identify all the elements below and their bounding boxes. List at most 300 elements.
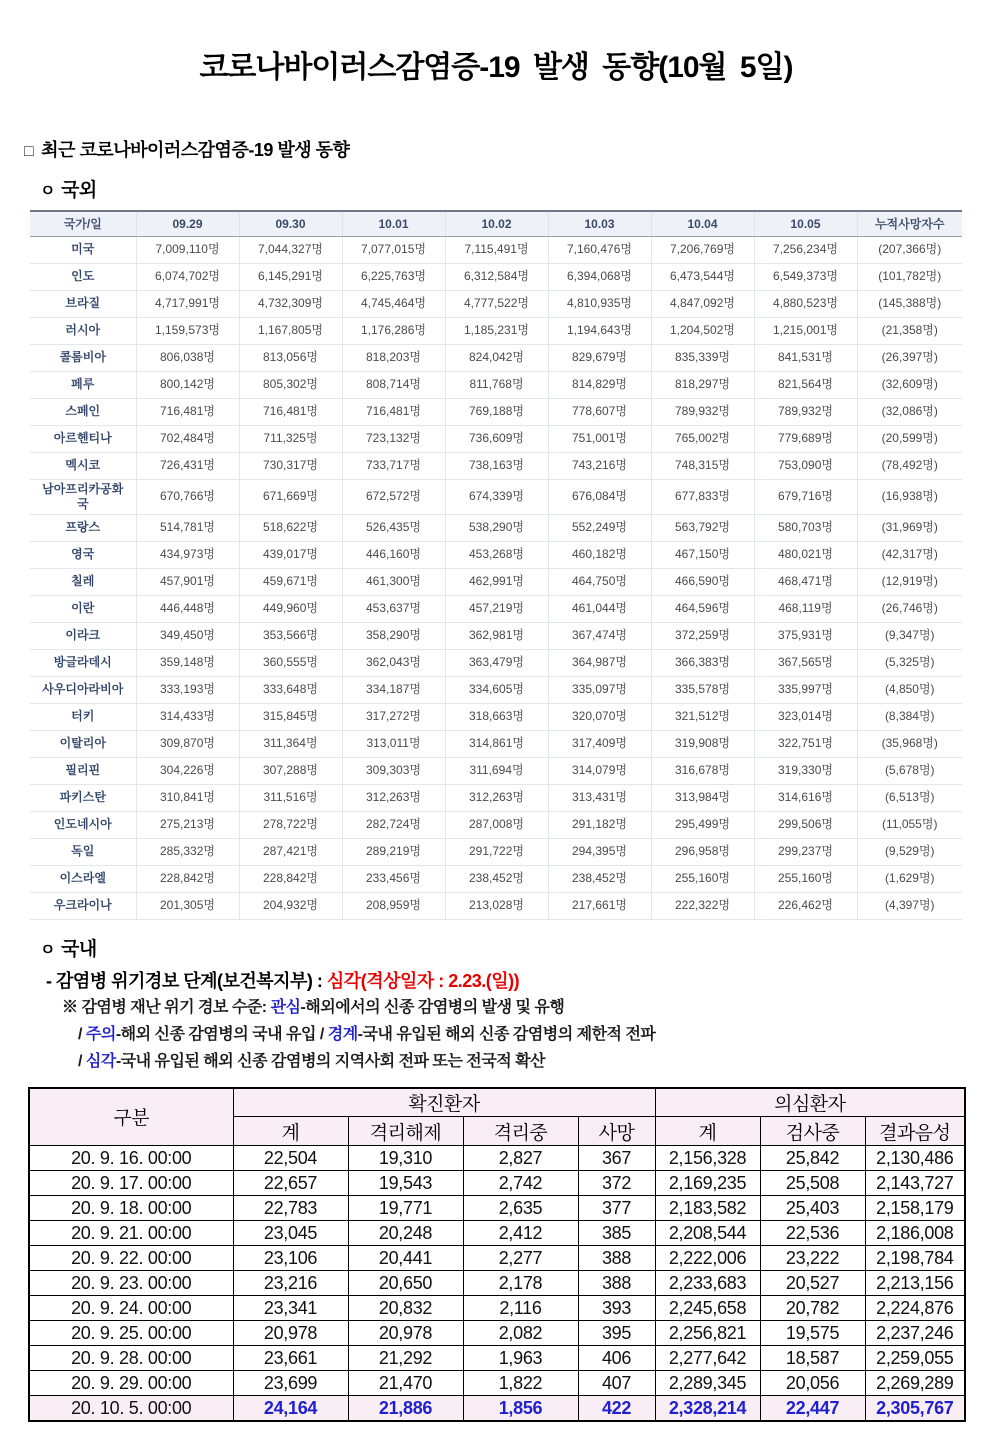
intl-row-터키 bbox=[30, 703, 962, 730]
case-count-cell: (9,347명) bbox=[857, 622, 962, 649]
dom-header-confirmed-group: 확진환자 bbox=[233, 1088, 655, 1117]
dom-stat-cell: 2,169,235 bbox=[655, 1171, 760, 1196]
intl-row-인도네시아 bbox=[30, 811, 962, 838]
country-name-cell: 스페인 bbox=[30, 398, 136, 425]
case-count-cell: 464,596명 bbox=[651, 595, 754, 622]
intl-section-heading bbox=[40, 175, 992, 202]
intl-row-파키스탄 bbox=[30, 784, 962, 811]
case-count-cell: (5,678명) bbox=[857, 757, 962, 784]
case-count-cell: 7,256,234명 bbox=[754, 236, 857, 263]
case-count-cell: 364,987명 bbox=[548, 649, 651, 676]
case-count-cell: 811,768명 bbox=[445, 371, 548, 398]
intl-row-이탈리아 bbox=[30, 730, 962, 757]
case-count-cell: 671,669명 bbox=[239, 479, 342, 514]
case-count-cell: 278,722명 bbox=[239, 811, 342, 838]
intl-table-body bbox=[30, 236, 962, 919]
case-count-cell: 1,159,573명 bbox=[136, 317, 239, 344]
case-count-cell: 716,481명 bbox=[136, 398, 239, 425]
country-name-cell: 멕시코 bbox=[30, 452, 136, 479]
case-count-cell: 716,481명 bbox=[239, 398, 342, 425]
case-count-cell: 353,566명 bbox=[239, 622, 342, 649]
dom-stat-cell: 2,143,727 bbox=[865, 1171, 965, 1196]
case-count-cell: 349,450명 bbox=[136, 622, 239, 649]
case-count-cell: 334,187명 bbox=[342, 676, 445, 703]
case-count-cell: 726,431명 bbox=[136, 452, 239, 479]
case-count-cell: (6,513명) bbox=[857, 784, 962, 811]
case-count-cell: 7,115,491명 bbox=[445, 236, 548, 263]
dom-subheader-계: 계 bbox=[655, 1117, 760, 1146]
recent-trend-heading bbox=[24, 136, 992, 162]
dom-stat-cell: 2,156,328 bbox=[655, 1146, 760, 1171]
case-count-cell: 4,810,935명 bbox=[548, 290, 651, 317]
country-name-cell: 러시아 bbox=[30, 317, 136, 344]
case-count-cell: 789,932명 bbox=[754, 398, 857, 425]
dom-row bbox=[29, 1146, 965, 1171]
dom-date-cell: 20. 9. 22. 00:00 bbox=[29, 1246, 233, 1271]
case-count-cell: 333,193명 bbox=[136, 676, 239, 703]
dom-date-cell: 20. 9. 25. 00:00 bbox=[29, 1321, 233, 1346]
dom-stat-cell: 23,222 bbox=[760, 1246, 865, 1271]
dom-date-cell: 20. 9. 18. 00:00 bbox=[29, 1196, 233, 1221]
case-count-cell: 7,009,110명 bbox=[136, 236, 239, 263]
dom-stat-cell: 20,978 bbox=[348, 1321, 463, 1346]
dom-stat-cell: 24,164 bbox=[233, 1396, 348, 1422]
case-count-cell: 313,011명 bbox=[342, 730, 445, 757]
case-count-cell: (145,388명) bbox=[857, 290, 962, 317]
dom-date-cell: 20. 9. 21. 00:00 bbox=[29, 1221, 233, 1246]
case-count-cell: 312,263명 bbox=[342, 784, 445, 811]
intl-row-이스라엘 bbox=[30, 865, 962, 892]
dom-subheader-사망: 사망 bbox=[578, 1117, 655, 1146]
dom-stat-cell: 2,412 bbox=[463, 1221, 578, 1246]
case-count-cell: 679,716명 bbox=[754, 479, 857, 514]
case-count-cell: 806,038명 bbox=[136, 344, 239, 371]
case-count-cell: 362,981명 bbox=[445, 622, 548, 649]
case-count-cell: 275,213명 bbox=[136, 811, 239, 838]
dom-stat-cell: 388 bbox=[578, 1246, 655, 1271]
case-count-cell: 4,717,991명 bbox=[136, 290, 239, 317]
case-count-cell: 319,908명 bbox=[651, 730, 754, 757]
case-count-cell: (5,325명) bbox=[857, 649, 962, 676]
circle-bullet-icon: ㅇ bbox=[40, 183, 55, 200]
dom-stat-cell: 23,341 bbox=[233, 1296, 348, 1321]
dom-stat-cell: 20,248 bbox=[348, 1221, 463, 1246]
intl-row-브라질 bbox=[30, 290, 962, 317]
case-count-cell: 468,119명 bbox=[754, 595, 857, 622]
country-name-cell: 아르헨티나 bbox=[30, 425, 136, 452]
dom-stat-cell: 20,650 bbox=[348, 1271, 463, 1296]
case-count-cell: 299,506명 bbox=[754, 811, 857, 838]
case-count-cell: 318,663명 bbox=[445, 703, 548, 730]
case-count-cell: 800,142명 bbox=[136, 371, 239, 398]
case-count-cell: 295,499명 bbox=[651, 811, 754, 838]
case-count-cell: 334,605명 bbox=[445, 676, 548, 703]
dom-stat-cell: 25,508 bbox=[760, 1171, 865, 1196]
case-count-cell: 375,931명 bbox=[754, 622, 857, 649]
case-count-cell: 314,433명 bbox=[136, 703, 239, 730]
case-count-cell: 315,845명 bbox=[239, 703, 342, 730]
dom-stat-cell: 393 bbox=[578, 1296, 655, 1321]
recent-trend-heading-text: 최근 코로나바이러스감염증-19 발생 동향 bbox=[41, 140, 350, 160]
case-count-cell: (20,599명) bbox=[857, 425, 962, 452]
case-count-cell: (12,919명) bbox=[857, 568, 962, 595]
dom-stat-cell: 2,158,179 bbox=[865, 1196, 965, 1221]
dom-stat-cell: 25,842 bbox=[760, 1146, 865, 1171]
case-count-cell: 753,090명 bbox=[754, 452, 857, 479]
case-count-cell: 736,609명 bbox=[445, 425, 548, 452]
dom-stat-cell: 23,216 bbox=[233, 1271, 348, 1296]
case-count-cell: 835,339명 bbox=[651, 344, 754, 371]
case-count-cell: 829,679명 bbox=[548, 344, 651, 371]
case-count-cell: 309,303명 bbox=[342, 757, 445, 784]
case-count-cell: 291,722명 bbox=[445, 838, 548, 865]
case-count-cell: 7,160,476명 bbox=[548, 236, 651, 263]
dom-stat-cell: 2,269,289 bbox=[865, 1371, 965, 1396]
case-count-cell: 449,960명 bbox=[239, 595, 342, 622]
case-count-cell: 769,188명 bbox=[445, 398, 548, 425]
intl-header-09.29: 09.29 bbox=[136, 211, 239, 236]
alert-note-line-3 bbox=[78, 1048, 992, 1075]
dom-stat-cell: 20,056 bbox=[760, 1371, 865, 1396]
case-count-cell: 778,607명 bbox=[548, 398, 651, 425]
alert-level-value: 심각(격상일자 : 2.23.(일)) bbox=[326, 970, 520, 991]
case-count-cell: 808,714명 bbox=[342, 371, 445, 398]
intl-header-country: 국가/일 bbox=[30, 211, 136, 236]
intl-row-이란 bbox=[30, 595, 962, 622]
dom-date-cell: 20. 9. 24. 00:00 bbox=[29, 1296, 233, 1321]
case-count-cell: 779,689명 bbox=[754, 425, 857, 452]
dom-stat-cell: 407 bbox=[578, 1371, 655, 1396]
case-count-cell: 674,339명 bbox=[445, 479, 548, 514]
case-count-cell: 460,182명 bbox=[548, 541, 651, 568]
dom-stat-cell: 20,832 bbox=[348, 1296, 463, 1321]
intl-row-우크라이나 bbox=[30, 892, 962, 919]
case-count-cell: 285,332명 bbox=[136, 838, 239, 865]
case-count-cell: 6,145,291명 bbox=[239, 263, 342, 290]
case-count-cell: 322,751명 bbox=[754, 730, 857, 757]
dom-stat-cell: 2,742 bbox=[463, 1171, 578, 1196]
case-count-cell: 702,484명 bbox=[136, 425, 239, 452]
intl-row-칠레 bbox=[30, 568, 962, 595]
case-count-cell: 362,043명 bbox=[342, 649, 445, 676]
case-count-cell: (9,529명) bbox=[857, 838, 962, 865]
case-count-cell: 723,132명 bbox=[342, 425, 445, 452]
case-count-cell: 434,973명 bbox=[136, 541, 239, 568]
case-count-cell: 314,079명 bbox=[548, 757, 651, 784]
case-count-cell: 676,084명 bbox=[548, 479, 651, 514]
dom-stat-cell: 372 bbox=[578, 1171, 655, 1196]
intl-header-10.03: 10.03 bbox=[548, 211, 651, 236]
dom-stat-cell: 25,403 bbox=[760, 1196, 865, 1221]
dom-stat-cell: 23,699 bbox=[233, 1371, 348, 1396]
alert-note-text: / bbox=[78, 1052, 86, 1070]
case-count-cell: 335,578명 bbox=[651, 676, 754, 703]
case-count-cell: 457,219명 bbox=[445, 595, 548, 622]
alert-level-term: 경계 bbox=[327, 1025, 358, 1043]
case-count-cell: 307,288명 bbox=[239, 757, 342, 784]
dom-stat-cell: 2,259,055 bbox=[865, 1346, 965, 1371]
case-count-cell: 464,750명 bbox=[548, 568, 651, 595]
case-count-cell: 6,312,584명 bbox=[445, 263, 548, 290]
dom-stat-cell: 20,782 bbox=[760, 1296, 865, 1321]
dom-stat-cell: 2,289,345 bbox=[655, 1371, 760, 1396]
dom-date-cell: 20. 9. 29. 00:00 bbox=[29, 1371, 233, 1396]
case-count-cell: 4,847,092명 bbox=[651, 290, 754, 317]
country-name-cell: 사우디아라비아 bbox=[30, 676, 136, 703]
alert-note-text: -국내 유입된 해외 신종 감염병의 지역사회 전파 또는 전국적 확산 bbox=[115, 1052, 546, 1070]
dom-stat-cell: 2,328,214 bbox=[655, 1396, 760, 1422]
case-count-cell: 1,194,643명 bbox=[548, 317, 651, 344]
alert-note-line-2 bbox=[78, 1021, 992, 1048]
case-count-cell: 6,549,373명 bbox=[754, 263, 857, 290]
square-bullet-icon: □ bbox=[24, 143, 34, 160]
dom-date-cell: 20. 10. 5. 00:00 bbox=[29, 1396, 233, 1422]
dom-stat-cell: 22,536 bbox=[760, 1221, 865, 1246]
alert-note-text: / bbox=[78, 1025, 86, 1043]
case-count-cell: 765,002명 bbox=[651, 425, 754, 452]
dom-row bbox=[29, 1246, 965, 1271]
intl-header-09.30: 09.30 bbox=[239, 211, 342, 236]
case-count-cell: 360,555명 bbox=[239, 649, 342, 676]
dom-header-category: 구분 bbox=[29, 1088, 233, 1146]
dom-stat-cell: 22,657 bbox=[233, 1171, 348, 1196]
dom-date-cell: 20. 9. 17. 00:00 bbox=[29, 1171, 233, 1196]
intl-row-필리핀 bbox=[30, 757, 962, 784]
country-name-cell: 방글라데시 bbox=[30, 649, 136, 676]
dom-stat-cell: 23,045 bbox=[233, 1221, 348, 1246]
alert-level-line bbox=[46, 969, 992, 994]
case-count-cell: 312,263명 bbox=[445, 784, 548, 811]
case-count-cell: 255,160명 bbox=[651, 865, 754, 892]
country-name-cell: 남아프리카공화국 bbox=[30, 479, 136, 514]
dom-stat-cell: 2,130,486 bbox=[865, 1146, 965, 1171]
country-name-cell: 이라크 bbox=[30, 622, 136, 649]
domestic-cases-table bbox=[28, 1087, 966, 1423]
intl-heading-text: 국외 bbox=[60, 180, 97, 201]
case-count-cell: (32,609명) bbox=[857, 371, 962, 398]
dom-stat-cell: 19,771 bbox=[348, 1196, 463, 1221]
case-count-cell: 1,167,805명 bbox=[239, 317, 342, 344]
case-count-cell: 789,932명 bbox=[651, 398, 754, 425]
dom-stat-cell: 2,237,246 bbox=[865, 1321, 965, 1346]
country-name-cell: 이란 bbox=[30, 595, 136, 622]
dom-row bbox=[29, 1371, 965, 1396]
dom-stat-cell: 2,245,658 bbox=[655, 1296, 760, 1321]
case-count-cell: (26,746명) bbox=[857, 595, 962, 622]
case-count-cell: 319,330명 bbox=[754, 757, 857, 784]
case-count-cell: 514,781명 bbox=[136, 514, 239, 541]
intl-row-영국 bbox=[30, 541, 962, 568]
country-name-cell: 콜롬비아 bbox=[30, 344, 136, 371]
dom-row bbox=[29, 1346, 965, 1371]
case-count-cell: 213,028명 bbox=[445, 892, 548, 919]
dom-stat-cell: 19,575 bbox=[760, 1321, 865, 1346]
dom-stat-cell: 2,222,006 bbox=[655, 1246, 760, 1271]
case-count-cell: 222,322명 bbox=[651, 892, 754, 919]
intl-header-10.01: 10.01 bbox=[342, 211, 445, 236]
case-count-cell: 480,021명 bbox=[754, 541, 857, 568]
dom-row-latest bbox=[29, 1396, 965, 1422]
case-count-cell: 716,481명 bbox=[342, 398, 445, 425]
case-count-cell: 733,717명 bbox=[342, 452, 445, 479]
case-count-cell: 323,014명 bbox=[754, 703, 857, 730]
case-count-cell: 309,870명 bbox=[136, 730, 239, 757]
case-count-cell: 711,325명 bbox=[239, 425, 342, 452]
case-count-cell: 824,042명 bbox=[445, 344, 548, 371]
case-count-cell: 461,300명 bbox=[342, 568, 445, 595]
domestic-heading-text: 국내 bbox=[60, 938, 97, 960]
dom-date-cell: 20. 9. 16. 00:00 bbox=[29, 1146, 233, 1171]
case-count-cell: (42,317명) bbox=[857, 541, 962, 568]
case-count-cell: 526,435명 bbox=[342, 514, 445, 541]
case-count-cell: 6,473,544명 bbox=[651, 263, 754, 290]
alert-level-label: - 감염병 위기경보 단계(보건복지부) : bbox=[46, 970, 327, 991]
document-page bbox=[0, 42, 992, 1445]
case-count-cell: 313,984명 bbox=[651, 784, 754, 811]
intl-row-콜롬비아 bbox=[30, 344, 962, 371]
case-count-cell: 238,452명 bbox=[548, 865, 651, 892]
case-count-cell: 446,448명 bbox=[136, 595, 239, 622]
country-name-cell: 터키 bbox=[30, 703, 136, 730]
case-count-cell: 818,203명 bbox=[342, 344, 445, 371]
case-count-cell: 841,531명 bbox=[754, 344, 857, 371]
alert-note-text: ※ 감염병 재난 위기 경보 수준: bbox=[62, 998, 271, 1016]
country-name-cell: 파키스탄 bbox=[30, 784, 136, 811]
dom-stat-cell: 20,441 bbox=[348, 1246, 463, 1271]
dom-stat-cell: 406 bbox=[578, 1346, 655, 1371]
dom-stat-cell: 2,082 bbox=[463, 1321, 578, 1346]
case-count-cell: (11,055명) bbox=[857, 811, 962, 838]
intl-row-이라크 bbox=[30, 622, 962, 649]
case-count-cell: 317,409명 bbox=[548, 730, 651, 757]
dom-header-row-groups bbox=[29, 1088, 965, 1117]
case-count-cell: 466,590명 bbox=[651, 568, 754, 595]
country-name-cell: 이스라엘 bbox=[30, 865, 136, 892]
case-count-cell: 294,395명 bbox=[548, 838, 651, 865]
dom-stat-cell: 20,527 bbox=[760, 1271, 865, 1296]
dom-stat-cell: 23,661 bbox=[233, 1346, 348, 1371]
intl-row-방글라데시 bbox=[30, 649, 962, 676]
case-count-cell: (78,492명) bbox=[857, 452, 962, 479]
intl-row-아르헨티나 bbox=[30, 425, 962, 452]
dom-row bbox=[29, 1296, 965, 1321]
case-count-cell: 1,204,502명 bbox=[651, 317, 754, 344]
case-count-cell: 282,724명 bbox=[342, 811, 445, 838]
case-count-cell: 317,272명 bbox=[342, 703, 445, 730]
case-count-cell: 743,216명 bbox=[548, 452, 651, 479]
case-count-cell: (26,397명) bbox=[857, 344, 962, 371]
dom-stat-cell: 22,447 bbox=[760, 1396, 865, 1422]
case-count-cell: 233,456명 bbox=[342, 865, 445, 892]
country-name-cell: 프랑스 bbox=[30, 514, 136, 541]
page-title: 코로나바이러스감염증-19 발생 동향(10월 5일) bbox=[199, 51, 793, 84]
dom-stat-cell: 2,635 bbox=[463, 1196, 578, 1221]
case-count-cell: 321,512명 bbox=[651, 703, 754, 730]
case-count-cell: 446,160명 bbox=[342, 541, 445, 568]
case-count-cell: 291,182명 bbox=[548, 811, 651, 838]
case-count-cell: 457,901명 bbox=[136, 568, 239, 595]
country-name-cell: 인도 bbox=[30, 263, 136, 290]
dom-row bbox=[29, 1171, 965, 1196]
dom-stat-cell: 395 bbox=[578, 1321, 655, 1346]
case-count-cell: 1,176,286명 bbox=[342, 317, 445, 344]
case-count-cell: (8,384명) bbox=[857, 703, 962, 730]
dom-stat-cell: 2,256,821 bbox=[655, 1321, 760, 1346]
dom-stat-cell: 20,978 bbox=[233, 1321, 348, 1346]
dom-stat-cell: 19,310 bbox=[348, 1146, 463, 1171]
intl-row-인도 bbox=[30, 263, 962, 290]
dom-row bbox=[29, 1196, 965, 1221]
case-count-cell: 6,225,763명 bbox=[342, 263, 445, 290]
country-name-cell: 영국 bbox=[30, 541, 136, 568]
case-count-cell: 359,148명 bbox=[136, 649, 239, 676]
case-count-cell: 287,008명 bbox=[445, 811, 548, 838]
case-count-cell: 563,792명 bbox=[651, 514, 754, 541]
case-count-cell: 367,565명 bbox=[754, 649, 857, 676]
case-count-cell: 814,829명 bbox=[548, 371, 651, 398]
case-count-cell: 314,616명 bbox=[754, 784, 857, 811]
dom-row bbox=[29, 1221, 965, 1246]
dom-stat-cell: 422 bbox=[578, 1396, 655, 1422]
dom-row bbox=[29, 1271, 965, 1296]
dom-stat-cell: 2,208,544 bbox=[655, 1221, 760, 1246]
case-count-cell: 468,471명 bbox=[754, 568, 857, 595]
case-count-cell: 228,842명 bbox=[239, 865, 342, 892]
dom-header-suspected-group: 의심환자 bbox=[655, 1088, 965, 1117]
case-count-cell: 335,997명 bbox=[754, 676, 857, 703]
case-count-cell: 296,958명 bbox=[651, 838, 754, 865]
intl-row-멕시코 bbox=[30, 452, 962, 479]
circle-bullet-icon: ㅇ bbox=[40, 941, 55, 959]
intl-row-페루 bbox=[30, 371, 962, 398]
case-count-cell: 4,745,464명 bbox=[342, 290, 445, 317]
case-count-cell: 4,777,522명 bbox=[445, 290, 548, 317]
case-count-cell: 316,678명 bbox=[651, 757, 754, 784]
case-count-cell: 439,017명 bbox=[239, 541, 342, 568]
case-count-cell: 4,880,523명 bbox=[754, 290, 857, 317]
alert-level-term: 주의 bbox=[85, 1025, 116, 1043]
dom-date-cell: 20. 9. 28. 00:00 bbox=[29, 1346, 233, 1371]
alert-note-text: -국내 유입된 해외 신종 감염병의 제한적 전파 bbox=[357, 1025, 656, 1043]
case-count-cell: 538,290명 bbox=[445, 514, 548, 541]
case-count-cell: 821,564명 bbox=[754, 371, 857, 398]
case-count-cell: 7,206,769명 bbox=[651, 236, 754, 263]
dom-stat-cell: 22,504 bbox=[233, 1146, 348, 1171]
case-count-cell: 751,001명 bbox=[548, 425, 651, 452]
case-count-cell: 311,516명 bbox=[239, 784, 342, 811]
case-count-cell: 320,070명 bbox=[548, 703, 651, 730]
case-count-cell: 748,315명 bbox=[651, 452, 754, 479]
intl-row-프랑스 bbox=[30, 514, 962, 541]
case-count-cell: (16,938명) bbox=[857, 479, 962, 514]
dom-stat-cell: 2,224,876 bbox=[865, 1296, 965, 1321]
dom-row bbox=[29, 1321, 965, 1346]
dom-stat-cell: 1,856 bbox=[463, 1396, 578, 1422]
country-name-cell: 칠레 bbox=[30, 568, 136, 595]
case-count-cell: 304,226명 bbox=[136, 757, 239, 784]
case-count-cell: 580,703명 bbox=[754, 514, 857, 541]
intl-header-10.05: 10.05 bbox=[754, 211, 857, 236]
dom-stat-cell: 385 bbox=[578, 1221, 655, 1246]
alert-level-term: 심각 bbox=[85, 1052, 116, 1070]
case-count-cell: 4,732,309명 bbox=[239, 290, 342, 317]
case-count-cell: 255,160명 bbox=[754, 865, 857, 892]
intl-row-미국 bbox=[30, 236, 962, 263]
case-count-cell: (207,366명) bbox=[857, 236, 962, 263]
case-count-cell: 311,364명 bbox=[239, 730, 342, 757]
case-count-cell: 6,394,068명 bbox=[548, 263, 651, 290]
country-name-cell: 인도네시아 bbox=[30, 811, 136, 838]
